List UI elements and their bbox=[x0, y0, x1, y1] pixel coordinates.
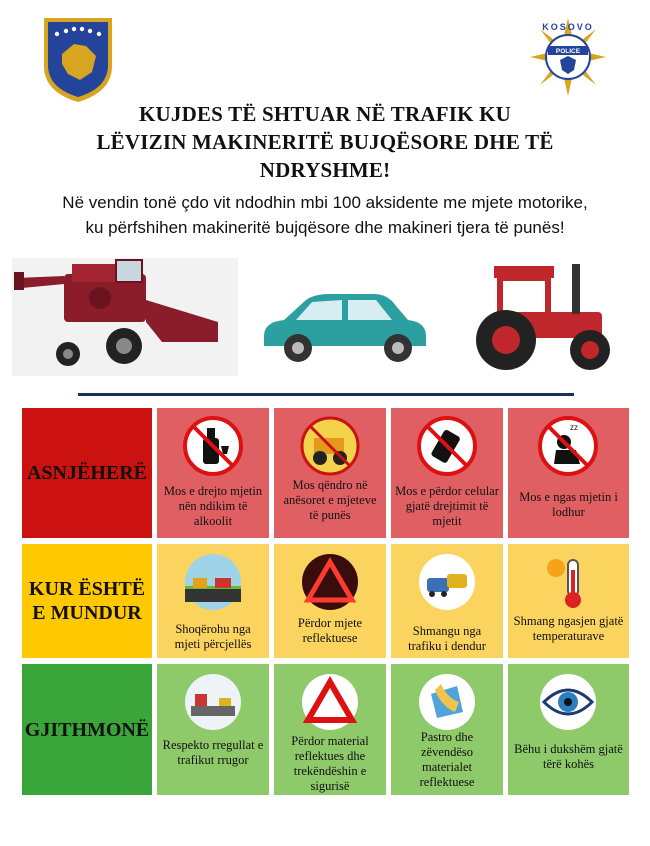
eye-icon bbox=[538, 672, 598, 732]
rule-caption: Shoqërohu nga mjeti përcjellës bbox=[174, 622, 252, 651]
badge-band-text: POLICE bbox=[555, 48, 581, 55]
rule-caption: Shmangu nga trafiku i dendur bbox=[408, 624, 486, 653]
rule-cell bbox=[508, 408, 629, 538]
rule-caption: Bëhu i dukshëm gjatë tërë kohës bbox=[514, 742, 623, 771]
reflective-triangle-icon bbox=[300, 552, 360, 612]
rule-caption: Shmang ngasjen gjatë temperaturave bbox=[513, 614, 624, 643]
car-image bbox=[258, 288, 432, 370]
rule-caption: Pastro dhe zëvendëso materialet reflektuese bbox=[419, 730, 475, 789]
badge-text: KOSOVO bbox=[542, 22, 594, 32]
rule-cell bbox=[508, 664, 629, 795]
rule-cell bbox=[157, 408, 269, 538]
no-tired-driving-icon bbox=[538, 416, 598, 476]
kosovo-emblem bbox=[40, 14, 116, 104]
warning-triangle-icon bbox=[300, 672, 360, 732]
rule-cell bbox=[391, 544, 503, 658]
divider bbox=[78, 393, 574, 396]
escort-vehicle-icon bbox=[183, 552, 243, 612]
rule-cell bbox=[508, 544, 629, 658]
intro-text bbox=[20, 190, 630, 240]
no-alcohol-icon bbox=[183, 416, 243, 476]
row-label-always: GJITHMONË bbox=[22, 664, 152, 795]
rule-caption: Mos qëndro në anësoret e mjeteve të punës bbox=[283, 478, 377, 522]
rule-cell bbox=[274, 664, 386, 795]
stop-near-machines-icon bbox=[300, 416, 360, 476]
rule-caption: Përdor mjete reflektuese bbox=[297, 616, 363, 645]
rule-cell bbox=[391, 408, 503, 538]
page-title bbox=[90, 100, 560, 184]
row-label-never: ASNJËHERË bbox=[22, 408, 152, 538]
rule-caption: Respekto rregullat e trafikut rrugor bbox=[162, 738, 264, 767]
safety-grid bbox=[22, 408, 629, 795]
cleaning-cloth-icon bbox=[417, 672, 477, 732]
heavy-traffic-icon bbox=[417, 552, 477, 612]
svg-text:zz: zz bbox=[570, 423, 578, 432]
rule-caption: Mos e ngas mjetin i lodhur bbox=[519, 490, 618, 519]
title-line: LËVIZIN MAKINERITË BUJQËSORE DHE TË bbox=[96, 130, 554, 154]
intro-line: ku përfshihen makineritë bujqësore dhe makineri tjera të punës! bbox=[85, 218, 565, 237]
traffic-rules-icon bbox=[183, 672, 243, 732]
title-line: NDRYSHME! bbox=[259, 158, 391, 182]
intro-line: Në vendin tonë çdo vit ndodhin mbi 100 aksidente me mjete motorike, bbox=[62, 193, 588, 212]
rule-caption: Përdor material reflektues dhe trekëndëshin e sigurisë bbox=[291, 734, 369, 793]
rule-caption: Mos e drejto mjetin nën ndikim të alkoolit bbox=[163, 484, 263, 528]
rule-cell bbox=[274, 544, 386, 658]
no-phone-icon bbox=[417, 416, 477, 476]
rule-cell bbox=[274, 408, 386, 538]
rule-caption: Mos e përdor celular gjatë drejtimit të mjetit bbox=[395, 484, 499, 528]
kosovo-police-emblem bbox=[528, 16, 608, 98]
rule-cell bbox=[391, 664, 503, 795]
combine-harvester-image bbox=[12, 258, 238, 376]
title-line: KUJDES TË SHTUAR NË TRAFIK KU bbox=[138, 102, 512, 126]
rule-cell bbox=[157, 664, 269, 795]
row-label-possible: KUR ËSHTË E MUNDUR bbox=[22, 544, 152, 658]
rule-cell bbox=[157, 544, 269, 658]
thermometer-sun-icon bbox=[538, 552, 598, 612]
tractor-image bbox=[466, 256, 616, 372]
